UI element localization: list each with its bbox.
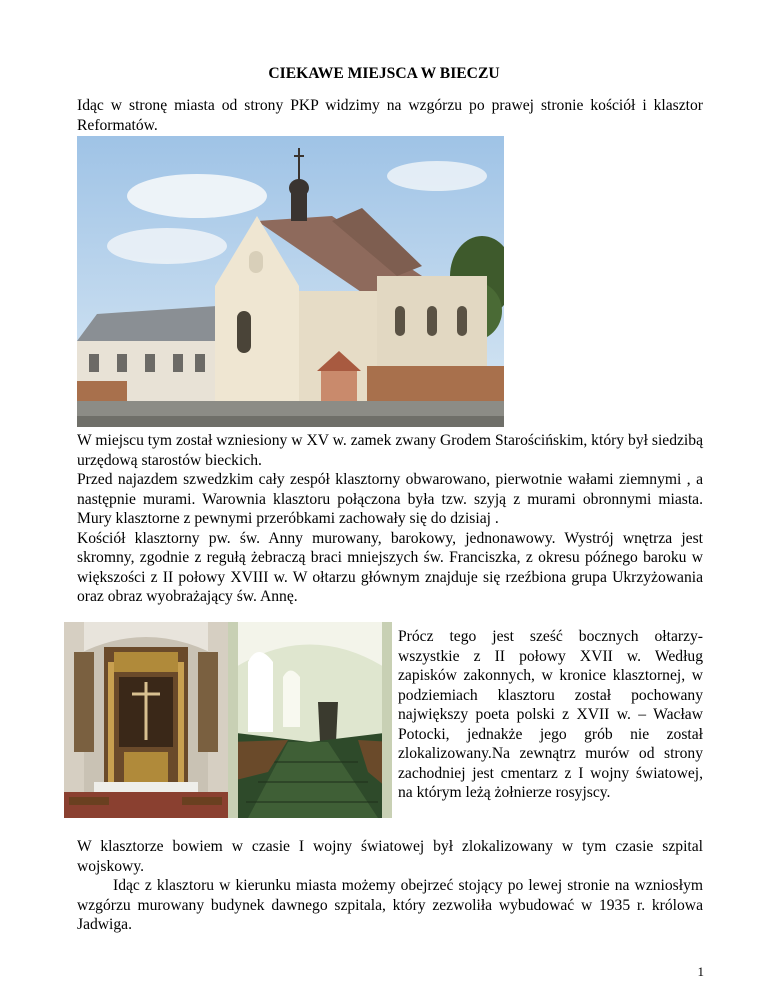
main-paragraphs bbox=[77, 431, 703, 607]
wrapped-paragraph bbox=[398, 627, 703, 803]
page-number: 1 bbox=[697, 964, 704, 979]
wrap-text: Prócz tego jest sześć bocznych ołtarzy- wszystkie z II połowy XVII w. Według zapisków zakonnych, w kronice klasztornej, w podziemiach klasztoru został pochowany największy poeta polski z XVII w. – Wacław Potocki, jednakże jego grób nie został zlokalizowany.Na zewnątrz murów od strony zachodniej jest cmentarz z I wojny światowej, na którym leżą żołnierze rosyjscy. bbox=[398, 628, 703, 801]
church-photo bbox=[77, 136, 504, 427]
closing-paragraph-2: Idąc z klasztoru w kierunku miasta możemy obejrzeć stojący po lewej stronie na wzniosłym wzgórzu murowany budynek dawnego szpitala, który zezwoliła wybudować w 1935 r. królowa Jadwiga. bbox=[77, 877, 703, 933]
altar-photo bbox=[64, 622, 228, 818]
paragraph-1: W miejscu tym został wzniesiony w XV w. zamek zwany Grodem Starościńskim, który był siedzibą urzędową starostów bieckich. bbox=[77, 432, 703, 469]
intro-paragraph bbox=[77, 96, 703, 135]
cloister-photo bbox=[228, 622, 392, 818]
paragraph-2: Przed najazdem szwedzkim cały zespół klasztorny obwarowano, pierwotnie wałami ziemnymi , a następnie murami. Warownia klasztoru połączona była tzw. szyją z murami obronnymi miasta. Mury klasztorne z pewnymi przeróbkami zachowały się do dzisiaj . bbox=[77, 471, 703, 527]
paragraph-3: Kościół klasztorny pw. św. Anny murowany, barokowy, jednonawowy. Wystrój wnętrza jest skromny, zgodnie z regułą żebraczą braci mniejszych św. Franciszka, z okresu późnego baroku w większości z II połowy XVIII w. W ołtarzu głównym znajduje się rzeźbiona grupa Ukrzyżowania oraz obraz wyobrażający św. Annę. bbox=[77, 529, 703, 605]
closing-paragraphs bbox=[77, 837, 703, 935]
intro-text: Idąc w stronę miasta od strony PKP widzimy na wzgórzu po prawej stronie kościół i klasztor Reformatów. bbox=[77, 97, 703, 134]
closing-paragraph-1: W klasztorze bowiem w czasie I wojny światowej był zlokalizowany w tym czasie szpital wojskowy. bbox=[77, 838, 703, 875]
document-title: CIEKAWE MIEJSCA W BIECZU bbox=[268, 65, 500, 82]
